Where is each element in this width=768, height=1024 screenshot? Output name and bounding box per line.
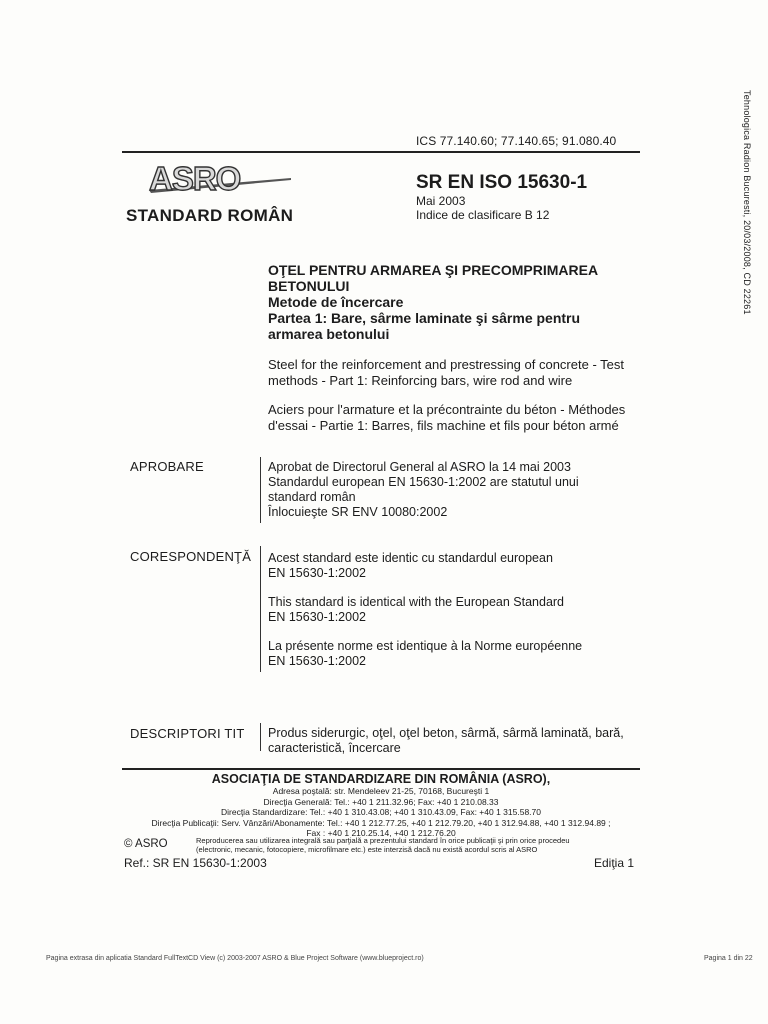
title-fr-line: d'essai - Partie 1: Barres, fils machine et fils pour béton armé bbox=[268, 418, 619, 433]
title-ro-line: OŢEL PENTRU ARMAREA ŞI PRECOMPRIMAREA bbox=[268, 262, 599, 278]
association-contacts bbox=[122, 786, 640, 839]
title-ro-line: Partea 1: Bare, sârme laminate şi sârme pentru bbox=[268, 310, 581, 326]
classification-index: Indice de clasificare B 12 bbox=[416, 208, 550, 222]
association-title: ASOCIAŢIA DE STANDARDIZARE DIN ROMÂNIA (ASRO), bbox=[211, 772, 551, 786]
ics-code: ICS 77.140.60; 77.140.65; 91.080.40 bbox=[416, 134, 617, 148]
title-ro-line: Metode de încercare bbox=[268, 294, 404, 310]
standard-label: STANDARD ROMÂN bbox=[126, 206, 294, 225]
footer-source: Pagina extrasa din aplicatia Standard FullTextCD View (c) 2003-2007 ASRO & Blue Project Software (www.blueproject.ro) bbox=[46, 955, 424, 962]
asro-logo bbox=[145, 160, 295, 202]
corespondenta-ro-line: Acest standard este identic cu standardul european bbox=[268, 551, 553, 565]
aprobare-divider bbox=[260, 457, 261, 523]
corespondenta-label: CORESPONDENŢĂ bbox=[130, 549, 252, 564]
publication-date: Mai 2003 bbox=[416, 194, 466, 208]
aprobare-line: Aprobat de Directorul General al ASRO la 14 mai 2003 bbox=[268, 460, 571, 474]
corespondenta-en-line: This standard is identical with the European Standard bbox=[268, 595, 565, 609]
corespondenta-en bbox=[268, 595, 630, 625]
descriptori-line: caracteristică, încercare bbox=[268, 741, 401, 755]
aprobare-label: APROBARE bbox=[130, 459, 204, 474]
descriptori-text bbox=[268, 726, 630, 756]
corespondenta-fr-line: EN 15630-1:2002 bbox=[268, 654, 366, 668]
corespondenta-ro-line: EN 15630-1:2002 bbox=[268, 566, 366, 580]
title-ro-line: armarea betonului bbox=[268, 326, 390, 342]
association-line: Direcţia Generală: Tel.: +40 1 211.32.96; Fax: +40 1 210.08.33 bbox=[263, 796, 499, 807]
reference: Ref.: SR EN 15630-1:2003 bbox=[124, 856, 267, 870]
reproduction-line: (electronic, mecanic, fotocopiere, microfilmare etc.) este interzisă dacă nu există acordul scris al ASRO bbox=[196, 845, 538, 854]
title-romanian bbox=[268, 262, 640, 342]
association-line: Direcţia Publicaţii: Serv. Vânzări/Abonamente: Tel.: +40 1 212.77.25, +40 1 212.79.20, +40 1 312.94.88, +40 1 312.94.89 ; bbox=[151, 817, 611, 828]
corespondenta-fr-line: La présente norme est identique à la Norme européenne bbox=[268, 639, 583, 653]
descriptori-divider bbox=[260, 723, 261, 751]
reproduction-line: Reproducerea sau utilizarea integrală sau parţială a prezentului standard în orice publicaţii şi prin orice procedeu bbox=[196, 836, 570, 845]
title-ro-line: BETONULUI bbox=[268, 278, 350, 294]
aprobare-line: Standardul european EN 15630-1:2002 are statutul unui bbox=[268, 475, 579, 489]
aprobare-text bbox=[268, 460, 630, 520]
corespondenta-en-line: EN 15630-1:2002 bbox=[268, 610, 366, 624]
side-stamp bbox=[742, 90, 756, 316]
association-line: Direcţia Standardizare: Tel.: +40 1 310.43.08; +40 1 310.43.09, Fax: +40 1 315.58.70 bbox=[220, 807, 541, 817]
association-line: Fax : +40 1 210.25.14, +40 1 212.76.20 bbox=[306, 828, 456, 838]
association-rule bbox=[122, 768, 640, 770]
aprobare-line: Înlocuieşte SR ENV 10080:2002 bbox=[268, 505, 448, 519]
aprobare-line: standard român bbox=[268, 490, 356, 504]
corespondenta-divider bbox=[260, 546, 261, 672]
header-rule bbox=[122, 151, 640, 153]
side-stamp-text: Tehnologica Radion Bucuresti, 20/03/2008, CD 22261 bbox=[742, 90, 752, 315]
reproduction-notice bbox=[196, 836, 636, 854]
title-fr-line: Aciers pour l'armature et la précontrainte du béton - Méthodes bbox=[268, 402, 626, 417]
association-line: Adresa poştală: str. Mendeleev 21-25, 70168, Bucureşti 1 bbox=[272, 786, 490, 796]
descriptori-label: DESCRIPTORI TIT bbox=[130, 726, 245, 741]
descriptori-line: Produs siderurgic, oţel, oţel beton, sârmă, sârmă laminată, bară, bbox=[268, 726, 624, 740]
title-english bbox=[268, 357, 640, 389]
title-french bbox=[268, 402, 640, 434]
footer-page-number: Pagina 1 din 22 bbox=[704, 955, 753, 962]
edition: Ediţia 1 bbox=[594, 856, 635, 870]
svg-text:ASRO: ASRO bbox=[149, 160, 241, 197]
corespondenta-fr bbox=[268, 639, 630, 669]
copyright: © ASRO bbox=[124, 838, 168, 850]
corespondenta-ro bbox=[268, 551, 630, 581]
title-en-line: methods - Part 1: Reinforcing bars, wire rod and wire bbox=[268, 373, 573, 388]
standard-number: SR EN ISO 15630-1 bbox=[416, 172, 588, 193]
title-en-line: Steel for the reinforcement and prestressing of concrete - Test bbox=[268, 357, 624, 372]
